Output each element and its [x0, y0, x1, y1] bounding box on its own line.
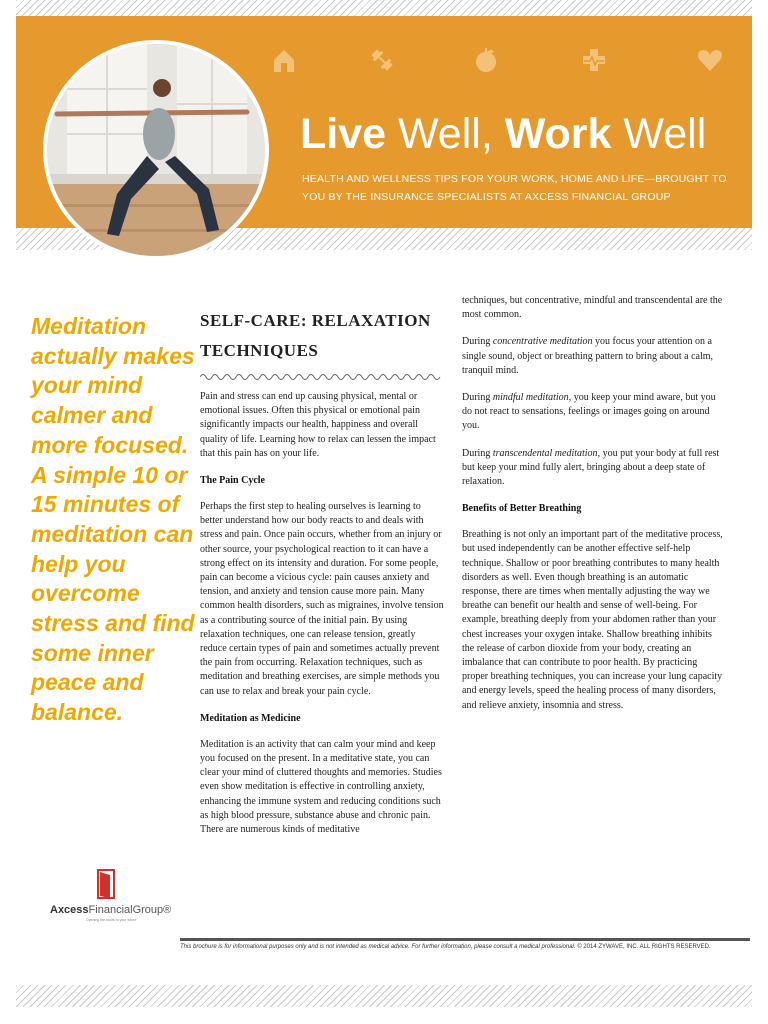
title-well-1: Well,	[398, 110, 493, 158]
techniques-continued: techniques, but concentrative, mindful and transcendental are the most common.	[462, 295, 723, 321]
company-logo	[46, 868, 196, 922]
top-hatch-border	[16, 0, 752, 16]
article-column-2	[462, 294, 724, 726]
breathing-paragraph: Breathing is not only an important part of the meditative process, but used independently can be another effective self-help technique. Shallow or poor breathing contributes to many health disorders as well. Even though breathing is an automatic response, there are times when mentally adjusting the way we breathe can benefit our health and sense of well-being. For example, breathing deeply from your abdomen rather than your chest increases your oxygen intake. Shallow breathing inhibits the release of carbon dioxide from your body, creating an imbalance that can contribute to poor health. By practicing proper breathing techniques, you can increase your lung capacity and energy levels, speed the healing process of many disorders, and relieve anxiety, insomnia and stress.	[462, 529, 723, 711]
footer-rule	[180, 938, 750, 941]
heart-icon	[696, 46, 724, 74]
breathing-heading: Benefits of Better Breathing	[462, 503, 582, 515]
header-icon-row	[270, 46, 730, 76]
wavy-divider	[200, 372, 442, 382]
logo-tagline: Opening the doors to your future	[86, 918, 137, 922]
article-column-1	[200, 306, 444, 850]
concentrative-paragraph: During concentrative meditation you focus your attention on a single sound, object or breathing pattern to bring about a calm, tranquil mind.	[462, 336, 714, 376]
bottom-hatch-border	[16, 985, 752, 1007]
logo-wordmark: AxcessFinancialGroup®	[50, 904, 172, 916]
dumbbell-icon	[368, 46, 396, 74]
pain-cycle-heading: The Pain Cycle	[200, 475, 265, 487]
article-heading: SELF-CARE: RELAXATION TECHNIQUES	[200, 311, 431, 360]
pull-quote: Meditation actually makes your mind calmer and more focused. A simple 10 or 15 minutes of meditation can help you overcome stress and find some inner peace and balance.	[31, 313, 195, 726]
newsletter-title	[300, 108, 706, 160]
title-well-2: Well	[623, 110, 707, 158]
title-live: Live	[300, 110, 387, 158]
medical-cross-icon	[580, 46, 608, 74]
apple-icon	[472, 46, 500, 74]
house-icon	[270, 46, 298, 74]
newsletter-subtitle: HEALTH AND WELLNESS TIPS FOR YOUR WORK, HOME AND LIFE—BROUGHT TO YOU BY THE INSURANCE SPECIALISTS AT AXCESS FINANCIAL GROUP	[302, 173, 727, 203]
meditation-paragraph: Meditation is an activity that can calm your mind and keep you focused on the present. In a meditative state, you can clear your mind of cluttered thoughts and memories. Studies even show meditation is effective in controlling anxiety, enhancing the immune system and reducing conditions such as high blood pressure, substance abuse and chronic pain. There are numerous kinds of meditative	[200, 738, 442, 836]
door-logo-icon	[96, 868, 118, 900]
pain-cycle-paragraph: Perhaps the first step to healing ourselves is learning to better understand how our body reacts to and deals with stress and pain. Once pain occurs, whether from an injury or other source, your psychological reaction to it can have a strong effect on its intensity and duration. For some people, pain can become a vicious cycle: pain causes anxiety and tension, and anxiety and tension cause more pain. Many common health disorders, such as migraines, involve tension as a contributing source of the initial pain. By using relaxation techniques, one can release tension, greatly reduce certain types of pain and sometimes actually prevent the pain from occurring. Relaxation techniques, such as meditation and breathing exercises, are simple methods you can use to relax and break your pain cycle.	[200, 501, 444, 697]
mindful-paragraph: During mindful meditation, you keep your mind aware, but you do not react to sensations, feelings or images going on around you.	[462, 392, 716, 432]
title-work: Work	[504, 110, 612, 158]
footer-disclaimer: This brochure is for informational purposes only and is not intended as medical advice. For further information, please consult a medical professional. © 2014 ZYWAVE, INC. ALL RIGHTS RESERVED.	[180, 944, 711, 950]
meditation-heading: Meditation as Medicine	[200, 712, 301, 724]
intro-paragraph: Pain and stress can end up causing physical, mental or emotional issues. Often this physical or emotional pain significantly impacts our health, happiness and overall quality of life. Learning how to relax can lessen the impact that this pain has on your life.	[200, 391, 436, 459]
transcendental-paragraph: During transcendental meditation, you put your body at full rest but keep your mind fully alert, bringing about a deep state of relaxation.	[462, 447, 720, 488]
yoga-photo	[43, 40, 269, 260]
